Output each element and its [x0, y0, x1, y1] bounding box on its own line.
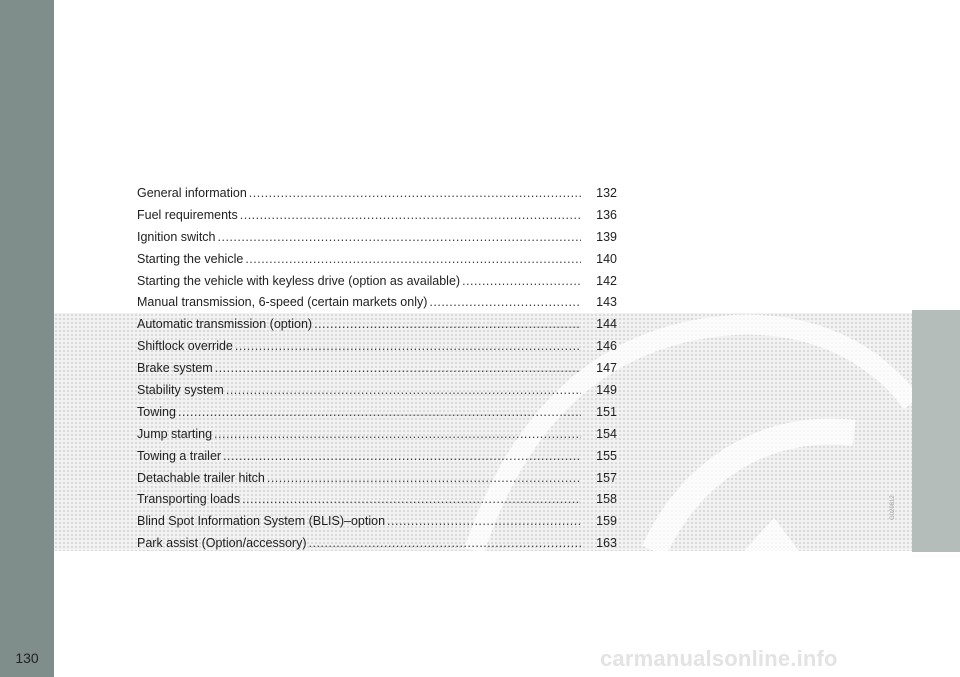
toc-entry[interactable] — [137, 183, 617, 205]
toc-entry-page: 154 — [596, 426, 617, 441]
toc-entry-title: Jump starting — [137, 426, 213, 441]
toc-leader-dots — [249, 183, 581, 205]
toc-entry-title: Manual transmission, 6-speed (certain markets only) — [137, 295, 428, 310]
toc-leader-dots — [387, 511, 581, 533]
toc-leader-dots — [245, 249, 581, 271]
toc-leader-dots — [309, 533, 582, 555]
toc-entry[interactable] — [137, 424, 617, 446]
toc-entry-page: 143 — [596, 295, 617, 310]
toc-entry-title: Starting the vehicle — [137, 251, 244, 266]
toc-entry-page: 149 — [596, 383, 617, 398]
toc-entry[interactable] — [137, 249, 617, 271]
toc-entry[interactable] — [137, 271, 617, 293]
toc-entry-page: 163 — [596, 536, 617, 551]
toc-entry[interactable] — [137, 314, 617, 336]
toc-leader-dots — [218, 227, 581, 249]
toc-entry-page: 155 — [596, 448, 617, 463]
toc-entry-title: Stability system — [137, 383, 224, 398]
toc-entry-page: 147 — [596, 361, 617, 376]
site-watermark: carmanualsonline.info — [600, 646, 838, 671]
toc-entry[interactable] — [137, 205, 617, 227]
toc-entry-title: Blind Spot Information System (BLIS)–option — [137, 514, 386, 529]
toc-leader-dots — [226, 380, 581, 402]
toc-leader-dots — [429, 292, 581, 314]
toc-leader-dots — [242, 489, 581, 511]
toc-entry[interactable] — [137, 380, 617, 402]
toc-entry-title: General information — [137, 186, 247, 200]
toc-entry-page: 132 — [596, 186, 617, 200]
toc-entry-page: 157 — [596, 470, 617, 485]
toc-entry-title: Towing — [137, 404, 176, 419]
toc-entry-title: Towing a trailer — [137, 448, 222, 463]
toc-entry[interactable] — [137, 402, 617, 424]
toc-leader-dots — [240, 205, 581, 227]
toc-leader-dots — [462, 271, 581, 293]
toc-entry-title: Automatic transmission (option) — [137, 317, 313, 332]
toc-entry[interactable] — [137, 336, 617, 358]
image-code: G020812 — [890, 495, 896, 520]
toc-entry-page: 146 — [596, 339, 617, 354]
toc-entry-title: Starting the vehicle with keyless drive (option as available) — [137, 273, 461, 288]
toc-leader-dots — [178, 402, 581, 424]
toc-entry[interactable] — [137, 511, 617, 533]
toc-entry-title: Detachable trailer hitch — [137, 470, 265, 485]
toc-entry[interactable] — [137, 358, 617, 380]
toc-entry-title: Brake system — [137, 361, 213, 376]
toc-leader-dots — [214, 424, 581, 446]
toc-entry-page: 144 — [596, 317, 617, 332]
toc-entry[interactable] — [137, 227, 617, 249]
toc-leader-dots — [267, 468, 581, 490]
toc-entry-title: Shiftlock override — [137, 339, 233, 354]
toc-entry-page: 136 — [596, 207, 617, 222]
toc-entry-page: 142 — [596, 273, 617, 288]
toc-entry-page: 151 — [596, 404, 617, 419]
toc-entry-page: 158 — [596, 492, 617, 507]
toc-entry-title: Fuel requirements — [137, 207, 238, 222]
toc-entry-page: 159 — [596, 514, 617, 529]
toc-entry[interactable] — [137, 446, 617, 468]
page-number: 130 — [15, 650, 39, 666]
toc-entry[interactable] — [137, 489, 617, 511]
chapter-tab — [912, 310, 960, 552]
toc-entry-page: 140 — [596, 251, 617, 266]
table-of-contents — [137, 183, 617, 555]
toc-entry-title: Ignition switch — [137, 229, 216, 244]
toc-entry[interactable] — [137, 533, 617, 555]
toc-leader-dots — [215, 358, 581, 380]
toc-leader-dots — [235, 336, 581, 358]
toc-entry-page: 139 — [596, 229, 617, 244]
toc-leader-dots — [223, 446, 581, 468]
toc-leader-dots — [314, 314, 581, 336]
toc-entry-title: Transporting loads — [137, 492, 241, 507]
toc-entry-title: Park assist (Option/accessory) — [137, 536, 307, 551]
left-margin-band — [0, 0, 54, 677]
toc-entry[interactable] — [137, 292, 617, 314]
toc-entry[interactable] — [137, 468, 617, 490]
